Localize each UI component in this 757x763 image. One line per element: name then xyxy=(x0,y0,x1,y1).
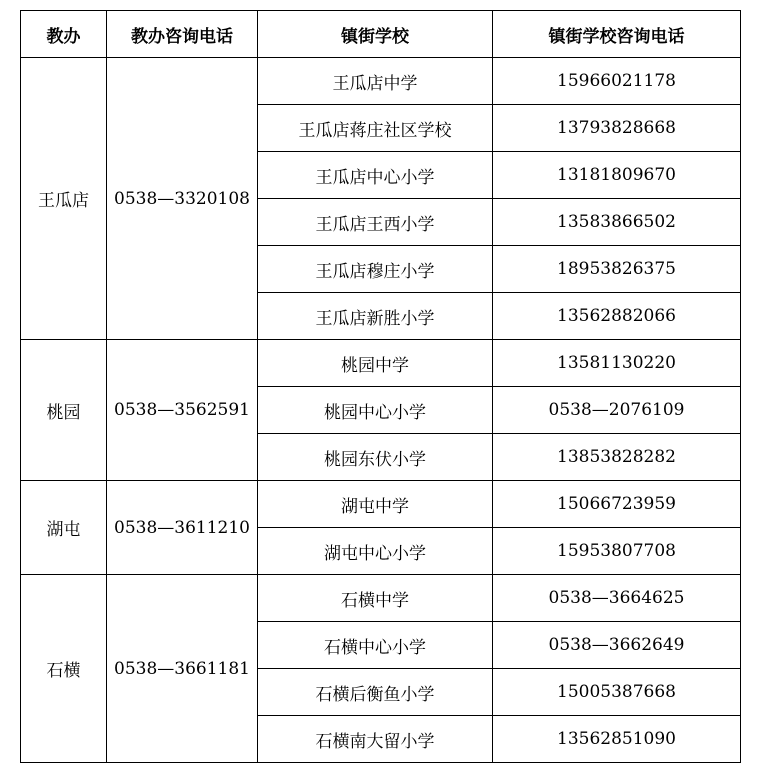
office-name: 王瓜店 xyxy=(21,58,107,340)
header-school: 镇街学校 xyxy=(258,11,493,58)
school-name: 桃园中学 xyxy=(258,340,493,387)
school-name: 王瓜店中学 xyxy=(258,58,493,105)
school-phone: 0538—3662649 xyxy=(493,622,741,669)
school-phone: 15066723959 xyxy=(493,481,741,528)
school-name: 桃园东伏小学 xyxy=(258,434,493,481)
school-name: 石横中心小学 xyxy=(258,622,493,669)
table-row xyxy=(21,575,741,622)
office-name: 湖屯 xyxy=(21,481,107,575)
school-phone: 15953807708 xyxy=(493,528,741,575)
table-row xyxy=(21,58,741,105)
school-phone: 15966021178 xyxy=(493,58,741,105)
table-row xyxy=(21,481,741,528)
school-phone: 13793828668 xyxy=(493,105,741,152)
school-phone: 0538—3664625 xyxy=(493,575,741,622)
office-phone: 0538—3320108 xyxy=(107,58,258,340)
school-phone: 13181809670 xyxy=(493,152,741,199)
school-name: 王瓜店中心小学 xyxy=(258,152,493,199)
school-name: 桃园中心小学 xyxy=(258,387,493,434)
school-phone: 18953826375 xyxy=(493,246,741,293)
school-phone: 0538—2076109 xyxy=(493,387,741,434)
office-phone: 0538—3661181 xyxy=(107,575,258,763)
header-office: 教办 xyxy=(21,11,107,58)
school-name: 王瓜店王西小学 xyxy=(258,199,493,246)
table-body xyxy=(21,58,741,763)
office-name: 石横 xyxy=(21,575,107,763)
school-name: 王瓜店新胜小学 xyxy=(258,293,493,340)
school-phone: 13562851090 xyxy=(493,716,741,763)
office-phone: 0538—3562591 xyxy=(107,340,258,481)
school-name: 石横南大留小学 xyxy=(258,716,493,763)
school-phone: 13853828282 xyxy=(493,434,741,481)
school-phone: 13581130220 xyxy=(493,340,741,387)
contact-table xyxy=(20,10,741,763)
school-name: 王瓜店穆庄小学 xyxy=(258,246,493,293)
school-name: 石横后衡鱼小学 xyxy=(258,669,493,716)
header-school-phone: 镇街学校咨询电话 xyxy=(493,11,741,58)
office-name: 桃园 xyxy=(21,340,107,481)
school-name: 王瓜店蒋庄社区学校 xyxy=(258,105,493,152)
school-name: 湖屯中学 xyxy=(258,481,493,528)
header-row xyxy=(21,11,741,58)
school-name: 石横中学 xyxy=(258,575,493,622)
office-phone: 0538—3611210 xyxy=(107,481,258,575)
school-phone: 15005387668 xyxy=(493,669,741,716)
header-office-phone: 教办咨询电话 xyxy=(107,11,258,58)
school-phone: 13583866502 xyxy=(493,199,741,246)
school-name: 湖屯中心小学 xyxy=(258,528,493,575)
school-phone: 13562882066 xyxy=(493,293,741,340)
table-row xyxy=(21,340,741,387)
